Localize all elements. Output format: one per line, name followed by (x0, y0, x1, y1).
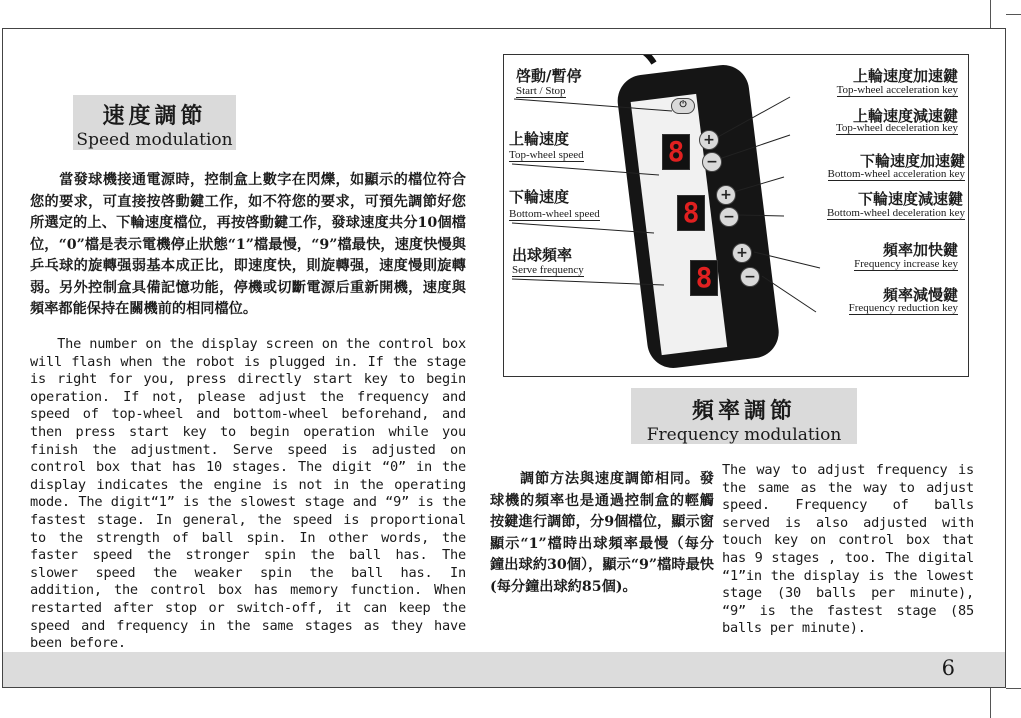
label-top-accel-zh: 上輪速度加速鍵 (852, 67, 958, 85)
bottom-wheel-deceleration-key[interactable]: − (719, 207, 739, 227)
speed-paragraph-en: The number on the display screen on the control box will flash when the robot is plugged in. If the stage is right for you, press directly start key to begin operation. If not, please adjust the frequency and speed of top-wheel and bottom-wheel beforehand, and then press start key to begin operation while you finish the adjustment. Serve speed is adjusted on control box that has 10 stages. The digit “0” in the display indicates the engine is not in the operating mode. The digit“1” is the slowest stage and “9” is the fastest stage. In general, the speed is proportional to the strength of ball spin. In other words, the faster speed the stronger spin the ball has. The slower speed the weaker spin the ball has. In addition, the control box has memory function. When restarted after stop or switch-off, it can keep the speed and frequency in the same stages as they have been before. (30, 336, 466, 652)
label-bottom-decel-zh: 下輪速度減速鍵 (857, 190, 963, 208)
corner-line (990, 0, 991, 28)
label-bottom-decel-en: Bottom-wheel deceleration key (826, 207, 965, 219)
start-stop-button[interactable]: ⏻ (671, 98, 695, 114)
label-freq-reduction-zh: 頻率減慢鍵 (882, 286, 958, 304)
label-start-stop-zh: 啓動/暫停 (516, 67, 582, 85)
frequency-paragraph-en: The way to adjust frequency is the same as the way to adjust speed. Frequency of balls served is also adjusted with touch key on control box that has 9 stages , too. The digital “1”in the display is the lowest stage (30 balls per minute), “9” is the fastest stage (85 balls per minute). (722, 462, 974, 637)
label-top-wheel-speed-en: Top-wheel speed (509, 149, 584, 161)
corner-line (1006, 14, 1021, 15)
label-top-decel-en: Top-wheel deceleration key (835, 122, 958, 134)
label-top-accel-en: Top-wheel acceleration key (836, 84, 958, 96)
top-wheel-acceleration-key[interactable]: + (699, 130, 719, 150)
frequency-paragraph-zh: 調節方法與速度調節相同。發球機的頻率也是通過控制盒的輕觸按鍵進行調節，分9個檔位，顯示窗顯示“1”檔時出球頻率最慢（每分鐘出球約30個），顯示“9”檔時最快(每分鐘出球約85個)。 (490, 471, 714, 595)
bottom-wheel-speed-display: 8 (677, 195, 705, 231)
label-serve-frequency-zh: 出球頻率 (512, 246, 573, 264)
speed-title-zh: 速度調節 (102, 103, 207, 129)
label-serve-frequency-en: Serve frequency (512, 264, 584, 276)
label-bottom-accel-en: Bottom-wheel acceleration key (827, 168, 965, 180)
frequency-display: 8 (690, 260, 718, 296)
top-wheel-deceleration-key[interactable]: − (702, 152, 722, 172)
label-bottom-wheel-speed-zh: 下輪速度 (509, 188, 570, 206)
page-number: 6 (941, 656, 955, 680)
frequency-title-zh: 頻率調節 (691, 398, 796, 424)
frequency-title-en: Frequency modulation (646, 425, 842, 445)
speed-title-en: Speed modulation (76, 130, 233, 150)
control-box-diagram (503, 54, 969, 377)
label-top-decel-zh: 上輪速度減速鍵 (852, 107, 958, 125)
frequency-reduction-key[interactable]: − (740, 267, 760, 287)
label-freq-reduction-en: Frequency reduction key (848, 302, 958, 314)
label-top-wheel-speed-zh: 上輪速度 (509, 130, 570, 148)
corner-line (990, 688, 991, 718)
frequency-title-box (631, 388, 857, 444)
label-bottom-accel-zh: 下輪速度加速鍵 (859, 152, 965, 170)
top-wheel-speed-display: 8 (662, 134, 690, 170)
label-bottom-wheel-speed-en: Bottom-wheel speed (509, 208, 600, 220)
label-freq-increase-en: Frequency increase key (854, 258, 958, 270)
page-footer (3, 652, 1005, 687)
frequency-increase-key[interactable]: + (732, 243, 752, 263)
corner-line (1006, 688, 1021, 689)
label-freq-increase-zh: 頻率加快鍵 (882, 241, 958, 259)
bottom-wheel-acceleration-key[interactable]: + (716, 185, 736, 205)
speed-paragraph-zh: 當發球機接通電源時，控制盒上數字在閃爍，如顯示的檔位符合您的要求，可直接按啓動鍵工作，如不符您的要求，可預先調節好您所選定的上、下輪速度檔位，再按啓動鍵工作，發球速度共分10個檔位，“0”檔是表示電機停止狀態“1”檔最慢，“9”檔最快，速度快慢與乒乓球的旋轉强弱基本成正比，即速度快，則旋轉强，速度慢則旋轉弱。另外控制盒具備記憶功能，停機或切斷電源后重新開機，速度與頻率都能保持在關機前的相同檔位。 (30, 172, 466, 317)
label-start-stop-en: Start / Stop (516, 85, 566, 97)
speed-title-box (73, 95, 236, 150)
